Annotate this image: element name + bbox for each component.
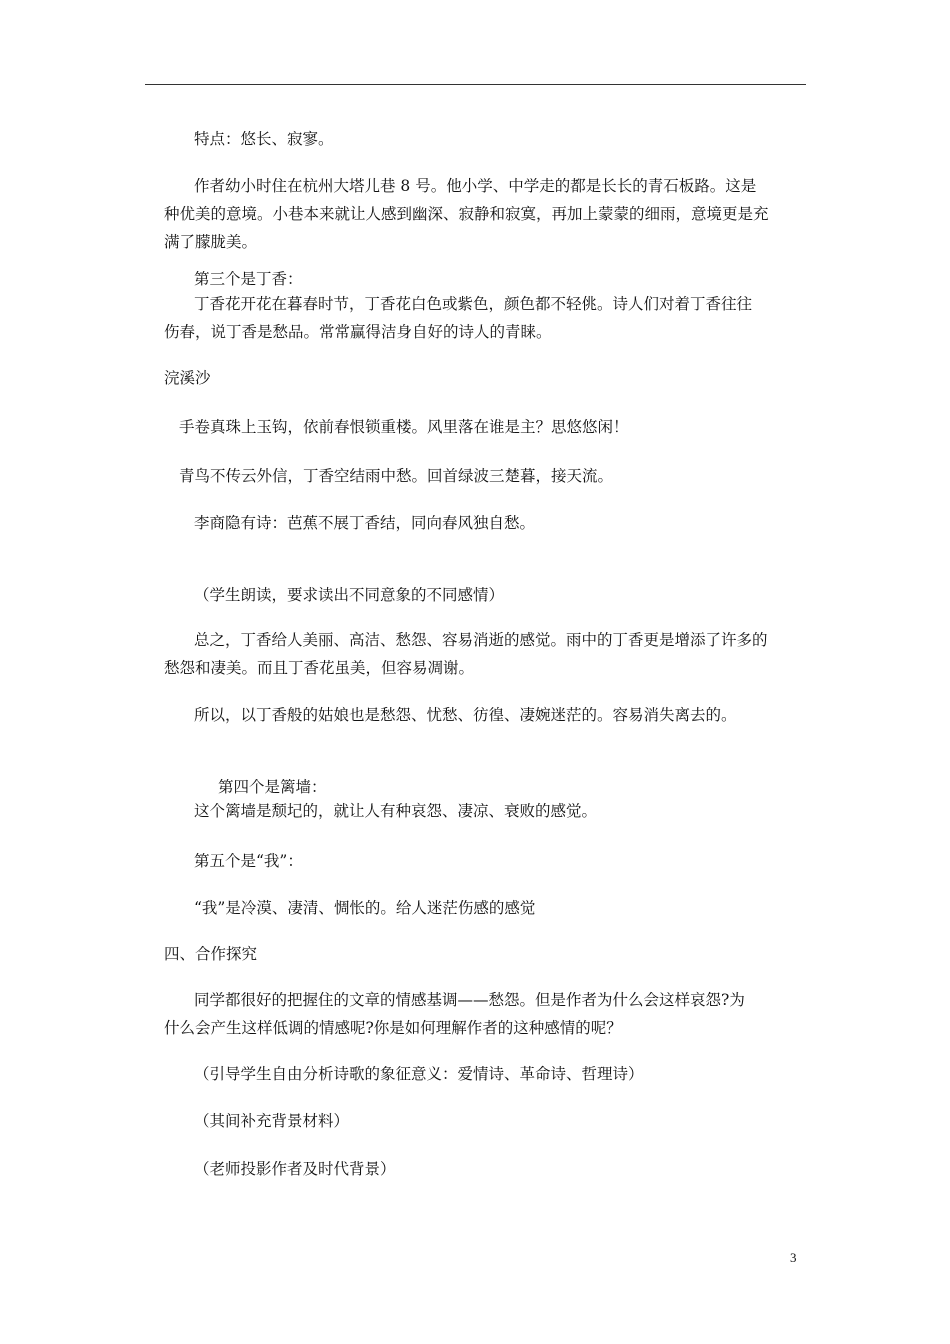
paragraph-summary-lilac [164,626,768,682]
text-line: 总之，丁香给人美丽、高洁、愁怨、容易消逝的感觉。雨中的丁香更是增添了许多的 [194,631,768,649]
heading-third-lilac: 第三个是丁香： [194,270,303,288]
page-number: 3 [790,1250,797,1265]
paragraph-fence: 这个篱墙是颓圮的，就让人有种哀怨、凄凉、衰败的感觉。 [194,802,598,820]
text-line: 作者幼小时住在杭州大塔儿巷 8 号。他小学、中学走的都是长长的青石板路。这是 [194,177,757,195]
text-line: 丁香花开花在暮春时节，丁香花白色或紫色，颜色都不轻佻。诗人们对着丁香往往 [194,295,753,313]
paragraph-author-childhood [164,172,769,256]
poem-title: 浣溪沙 [164,369,211,387]
note-teacher-projection: （老师投影作者及时代背景） [194,1160,396,1178]
heading-fifth-me: 第五个是“我”： [194,852,303,870]
text-line: 种优美的意境。小巷本来就让人感到幽深、寂静和寂寞，再加上蒙蒙的细雨，意境更是充 [164,205,769,223]
note-background-material: （其间补充背景材料） [194,1112,350,1130]
paragraph-lilac [164,290,753,346]
poem-line-1: 手卷真珠上玉钩，依前春恨锁重楼。风里落在谁是主？思悠悠闲！ [179,418,629,436]
poem-line-2: 青鸟不传云外信，丁香空结雨中愁。回首绿波三楚暮，接天流。 [179,467,614,485]
note-symbolic-meaning: （引导学生自由分析诗歌的象征意义：爱情诗、革命诗、哲理诗） [194,1065,644,1083]
header-rule [145,84,806,85]
text-line: 伤春，说丁香是愁品。常常赢得洁身自好的诗人的青睐。 [164,323,552,341]
paragraph-inquiry-question [164,986,745,1042]
text-line: 同学都很好的把握住的文章的情感基调——愁怨。但是作者为什么会这样哀怨?为 [194,991,745,1009]
paragraph-li-shangyin: 李商隐有诗：芭蕉不展丁香结，同向春风独自愁。 [194,514,536,532]
paragraph-lilac-girl: 所以，以丁香般的姑娘也是愁怨、忧愁、彷徨、凄婉迷茫的。容易消失离去的。 [194,706,737,724]
note-student-reading: （学生朗读，要求读出不同意象的不同感情） [194,586,505,604]
paragraph-characteristics: 特点：悠长、寂寥。 [194,130,334,148]
text-line: 愁怨和凄美。而且丁香花虽美，但容易凋谢。 [164,659,475,677]
heading-fourth-fence: 第四个是篱墙： [218,778,327,796]
section-heading-cooperative-inquiry: 四、合作探究 [164,945,258,963]
paragraph-me: “我”是冷漠、凄清、惆怅的。给人迷茫伤感的感觉 [194,899,536,917]
text-line: 什么会产生这样低调的情感呢?你是如何理解作者的这种感情的呢？ [164,1019,622,1037]
text-line: 满了朦胧美。 [164,233,258,251]
